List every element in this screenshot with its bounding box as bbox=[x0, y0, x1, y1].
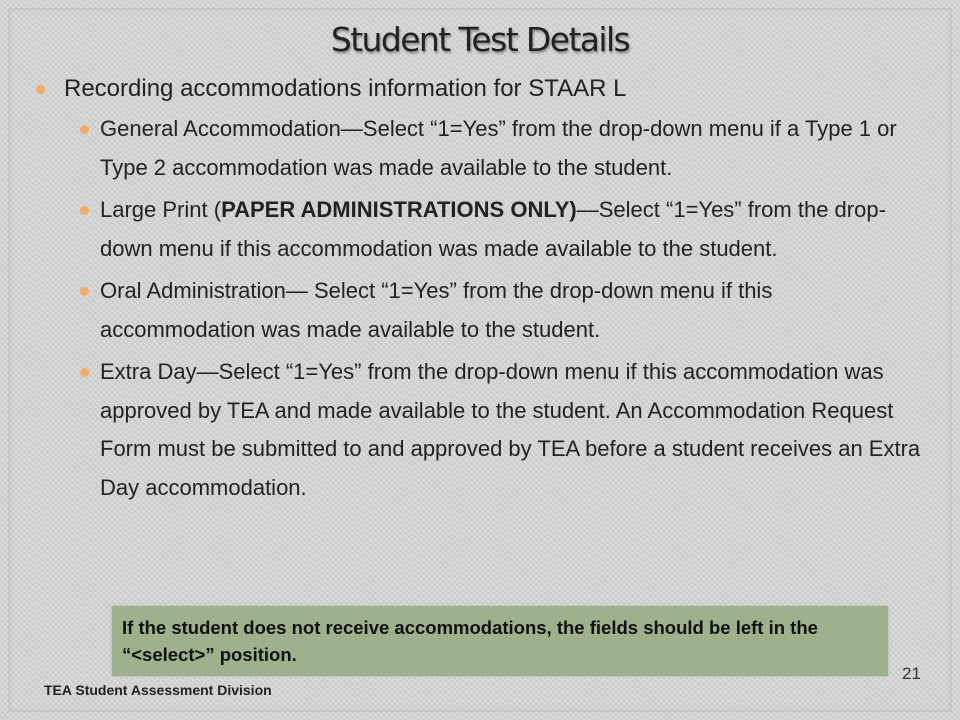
bullet-dot-icon bbox=[80, 368, 89, 377]
sub-bullet-large-print bbox=[32, 191, 932, 268]
sub-bullet-extra-day-text: Extra Day—Select “1=Yes” from the drop-down menu if this accommodation was approved by TEA and made available to the student. An Accommodation Request Form must be submitted to and approved by TEA before a student receives an Extra Day accommodation. bbox=[100, 359, 921, 500]
sub-bullet-general bbox=[32, 110, 932, 187]
main-bullet-text: Recording accommodations information for STAAR L bbox=[64, 75, 627, 102]
sub-bullet-oral-text: Oral Administration— Select “1=Yes” from the drop-down menu if this accommodation was made available to the student. bbox=[100, 278, 773, 342]
sub-bullet-large-print-prefix: Large Print ( bbox=[100, 197, 222, 222]
footer-text: TEA Student Assessment Division bbox=[44, 682, 272, 698]
slide-title: Student Test Details bbox=[330, 20, 630, 59]
sub-bullet-general-text: General Accommodation—Select “1=Yes” from the drop-down menu if a Type 1 or Type 2 accommodation was made available to the student. bbox=[100, 116, 897, 180]
main-bullet bbox=[32, 72, 932, 106]
bullet-dot-icon bbox=[80, 287, 89, 296]
bullet-dot-icon bbox=[80, 125, 89, 134]
page-number: 21 bbox=[902, 664, 921, 683]
bullet-dot-icon bbox=[80, 206, 89, 215]
sub-bullet-large-print-bold: PAPER ADMINISTRATIONS ONLY) bbox=[221, 197, 577, 222]
sub-bullet-oral bbox=[32, 272, 932, 349]
slide-content bbox=[32, 72, 932, 511]
sub-bullet-large-print-suffix: —Select “1=Yes” from the drop-down menu if this accommodation was made available to the student. bbox=[100, 197, 886, 261]
bullet-dot-icon bbox=[36, 85, 45, 94]
sub-bullet-extra-day bbox=[32, 353, 932, 507]
note-callout: If the student does not receive accommodations, the fields should be left in the “<select>” position. bbox=[112, 606, 888, 676]
